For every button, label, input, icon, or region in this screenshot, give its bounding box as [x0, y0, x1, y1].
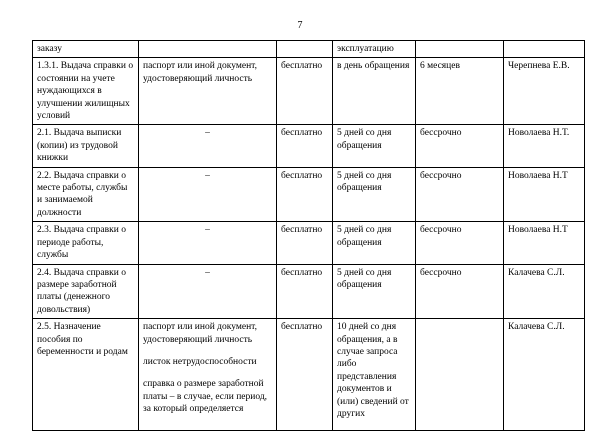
responsible-cell: Новолаева Н.Т: [504, 222, 585, 264]
responsible-cell: Новолаева Н.Т.: [504, 125, 585, 167]
service-cell: 2.3. Выдача справки о периоде работы, службы: [33, 222, 139, 264]
table-row: [33, 222, 585, 264]
table-row: [33, 319, 585, 431]
service-cell: 2.4. Выдача справки о размере заработной платы (денежного довольствия): [33, 264, 139, 319]
term-cell: 5 дней со дня обращения: [333, 125, 416, 167]
responsible-cell: [504, 41, 585, 58]
responsible-cell: Новолаева Н.Т: [504, 167, 585, 222]
validity-cell: 6 месяцев: [416, 58, 504, 125]
service-cell: 2.1. Выдача выписки (копии) из трудовой книжки: [33, 125, 139, 167]
documents-gap: [143, 346, 272, 356]
responsible-cell: Калачева С.Л.: [504, 319, 585, 431]
document-item: –: [205, 225, 210, 236]
table-row: [33, 167, 585, 222]
service-cell: заказу: [33, 41, 139, 58]
validity-cell: бессрочно: [416, 222, 504, 264]
responsible-cell: Калачева С.Л.: [504, 264, 585, 319]
documents-cell: [139, 319, 277, 431]
table-row: [33, 264, 585, 319]
term-cell: 10 дней со дня обращения, а в случае запроса либо представления документов и (или) сведений от других: [333, 319, 416, 431]
term-cell: 5 дней со дня обращения: [333, 264, 416, 319]
documents-cell: [139, 58, 277, 125]
documents-cell: [139, 125, 277, 167]
service-cell: 2.2. Выдача справки о месте работы, службы и занимаемой должности: [33, 167, 139, 222]
validity-cell: бессрочно: [416, 125, 504, 167]
documents-cell: [139, 41, 277, 58]
cost-cell: бесплатно: [277, 125, 333, 167]
table-row: [33, 125, 585, 167]
cost-cell: бесплатно: [277, 58, 333, 125]
term-cell: 5 дней со дня обращения: [333, 167, 416, 222]
document-item: –: [205, 267, 210, 278]
service-cell: 1.3.1. Выдача справки о состоянии на учете нуждающихся в улучшении жилищных условий: [33, 58, 139, 125]
documents-cell: [139, 167, 277, 222]
cost-cell: бесплатно: [277, 264, 333, 319]
term-cell: 5 дней со дня обращения: [333, 222, 416, 264]
service-cell: 2.5. Назначение пособия по беременности и родам: [33, 319, 139, 431]
services-table: [32, 40, 585, 431]
validity-cell: бессрочно: [416, 264, 504, 319]
document-item: паспорт или иной документ, удостоверяющий личность: [143, 61, 257, 84]
documents-gap: [143, 368, 272, 378]
document-item: –: [205, 170, 210, 181]
validity-cell: бессрочно: [416, 167, 504, 222]
table-row: [33, 58, 585, 125]
documents-cell: [139, 264, 277, 319]
document-item: –: [205, 128, 210, 139]
page-number: 7: [297, 20, 303, 31]
cost-cell: бесплатно: [277, 167, 333, 222]
responsible-cell: Черепнева Е.В.: [504, 58, 585, 125]
document-item: паспорт или иной документ, удостоверяющий личность: [143, 322, 257, 345]
validity-cell: [416, 319, 504, 431]
cost-cell: [277, 41, 333, 58]
cost-cell: бесплатно: [277, 222, 333, 264]
cost-cell: бесплатно: [277, 319, 333, 431]
term-cell: эксплуатацию: [333, 41, 416, 58]
validity-cell: [416, 41, 504, 58]
document-item: листок нетрудоспособности: [143, 356, 257, 367]
term-cell: в день обращения: [333, 58, 416, 125]
table-row: [33, 41, 585, 58]
documents-cell: [139, 222, 277, 264]
document-item: справка о размере заработной платы – в случае, если период, за который определяется: [143, 379, 268, 415]
